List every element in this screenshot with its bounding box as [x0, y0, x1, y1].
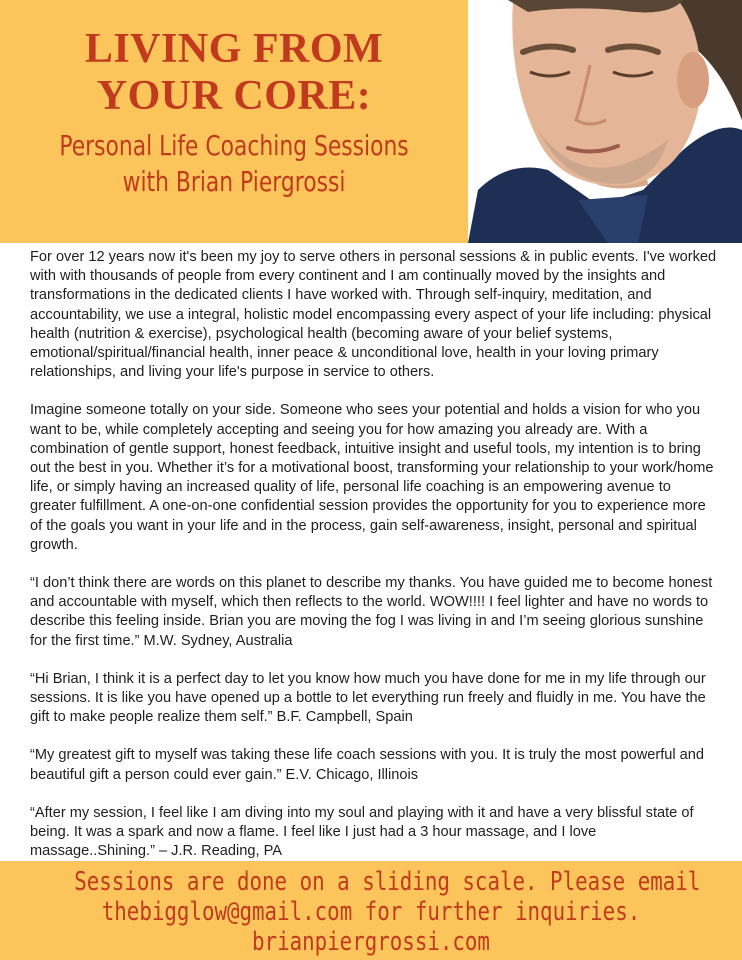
body-text: [30, 248, 720, 880]
footer-email-link[interactable]: thebigglow@gmail.com for further inquiries.: [101, 897, 641, 927]
subtitle-line-2: with Brian Piergrossi: [122, 165, 346, 198]
testimonial-2: “Hi Brian, I think it is a perfect day to let you know how much you have done for me in my life through our sessions. It is like you have opened up a bottle to let everything run freely and fluidly in me. You have the gift to make people realize them self.” B.F. Campbell, Spain: [30, 670, 706, 726]
testimonial-1: “I don’t think there are words on this planet to describe my thanks. You have guided me to become honest and accountable with myself, which then reflects to the world. WOW!!!! I feel lighter and have no words to describe this feeling inside. Brian you are moving the fog I was living in and I’m seeing glorious sunshine for the first time.” M.W. Sydney, Australia: [30, 575, 713, 649]
footer-pricing-line: Sessions are done on a sliding scale. Please email: [74, 867, 701, 897]
testimonial-3: “My greatest gift to myself was taking these life coach sessions with you. It is truly the most powerful and beautiful gift a person could ever gain.” E.V. Chicago, Illinois: [30, 747, 705, 783]
footer-banner: [0, 861, 742, 960]
title-line-2: YOUR CORE:: [96, 73, 372, 119]
portrait-illustration: [468, 0, 742, 243]
vision-paragraph: Imagine someone totally on your side. Someone who sees your potential and holds a vision for who you want to be, while completely accepting and seeing you for how amazing you already are. With a combination of gentle support, honest feedback, intuitive insight and useful tools, my intention is to bring out the best in you. Whether it’s for a motivational boost, transforming your relationship to your work/home life, or simply having an increased quality of life, personal life coaching is an empowering avenue to greater fulfillment. A one-on-one confidential session provides the opportunity for you to experience more of the goals you want in your life and in the process, gain self-awareness, insight, personal and spiritual growth.: [30, 402, 714, 553]
header-banner: [0, 0, 742, 243]
header-text-block: [0, 26, 468, 200]
testimonial-4: “After my session, I feel like I am diving into my soul and playing with it and have a very blissful state of being. It was a spark and now a flame. I feel like I just had a 3 hour massage, and I love massage..Shining.” – J.R. Reading, PA: [30, 804, 694, 860]
footer-text-block: [0, 861, 742, 957]
page-title: [0, 26, 468, 120]
coach-portrait-photo: [468, 0, 742, 243]
subtitle-line-1: Personal Life Coaching Sessions: [59, 129, 409, 162]
footer-website-link[interactable]: brianpiergrossi.com: [252, 927, 490, 957]
intro-paragraph: For over 12 years now it's been my joy to serve others in personal sessions & in public events. I've worked with with thousands of people from every continent and I am continually moved by the insights and transformations in the dedicated clients I have worked with. Through self-inquiry, meditation, and accountability, we use a integral, holistic model encompassing every aspect of your life including: physical health (nutrition & exercise), psychological health (becoming aware of your belief systems, emotional/spiritual/financial health, inner peace & unconditional love, health in your loving primary relationships, and living your life's purpose in service to others.: [30, 249, 717, 381]
title-line-1: LIVING FROM: [84, 26, 384, 72]
